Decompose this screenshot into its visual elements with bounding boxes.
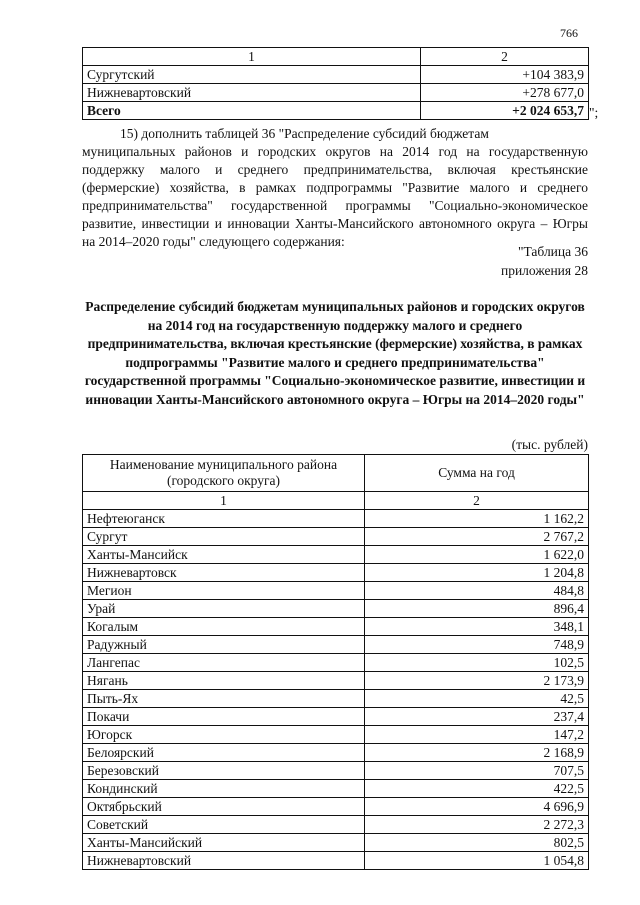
table-row [83, 564, 589, 582]
closing-quote: "; [589, 105, 599, 120]
col-number-2: 2 [365, 492, 589, 510]
row-value: 1 204,8 [365, 564, 589, 582]
row-name: Белоярский [83, 744, 365, 762]
table-row [83, 744, 589, 762]
table-row [83, 762, 589, 780]
row-value: 42,5 [365, 690, 589, 708]
table-row [83, 816, 589, 834]
table-row [83, 600, 589, 618]
row-name: Нижневартовский [83, 84, 421, 102]
row-value: 2 173,9 [365, 672, 589, 690]
row-name: Нягань [83, 672, 365, 690]
header-sum: Сумма на год [365, 455, 589, 492]
row-value: 2 272,3 [365, 816, 589, 834]
row-value: 748,9 [365, 636, 589, 654]
col-number-1: 1 [83, 492, 365, 510]
row-name: Пыть-Ях [83, 690, 365, 708]
row-value: 422,5 [365, 780, 589, 798]
total-row [83, 102, 589, 120]
row-value: +278 677,0 [421, 84, 589, 102]
col-number-1: 1 [83, 48, 421, 66]
col-number-2: 2 [421, 48, 589, 66]
table-row [83, 654, 589, 672]
row-name: Сургутский [83, 66, 421, 84]
row-name: Советский [83, 816, 365, 834]
table-row [83, 726, 589, 744]
row-name: Мегион [83, 582, 365, 600]
table-row [83, 780, 589, 798]
paragraph-first-line: 15) дополнить таблицей 36 "Распределение субсидий бюджетам [120, 126, 489, 141]
row-name: Радужный [83, 636, 365, 654]
row-value: 896,4 [365, 600, 589, 618]
page-number: 766 [560, 26, 578, 40]
row-name: Нижневартовский [83, 852, 365, 870]
total-value: +2 024 653,7 [421, 102, 589, 120]
row-name: Октябрьский [83, 798, 365, 816]
table-row [83, 546, 589, 564]
row-value: 2 767,2 [365, 528, 589, 546]
table-row [83, 834, 589, 852]
row-name: Нефтеюганск [83, 510, 365, 528]
table-ref-line1: "Таблица 36 [518, 244, 588, 259]
row-name: Югорск [83, 726, 365, 744]
row-value: 484,8 [365, 582, 589, 600]
row-name: Ханты-Мансийский [83, 834, 365, 852]
table-row [83, 798, 589, 816]
row-name: Кондинский [83, 780, 365, 798]
table-row [83, 582, 589, 600]
table-row [83, 528, 589, 546]
paragraph-body: муниципальных районов и городских округов на 2014 год на государственную поддержку малого и среднего предпринимательства, включая крестьянские (фермерские) хозяйства, в рамках подпрограммы "Развитие малого и среднего предпринимательства" государственной программы "Социально-экономическое развитие, инвестиции и инновации Ханты-Мансийского автономного округа – Югры на 2014–2020 годы" следующего содержания: [82, 144, 588, 249]
table-row [83, 708, 589, 726]
row-value: 348,1 [365, 618, 589, 636]
main-table-body [83, 510, 589, 870]
top-table [82, 47, 589, 120]
top-table-number-row [83, 48, 589, 66]
table-row [83, 636, 589, 654]
row-value: 1 162,2 [365, 510, 589, 528]
row-value: 707,5 [365, 762, 589, 780]
table-ref-line2: приложения 28 [500, 263, 588, 278]
row-value: 4 696,9 [365, 798, 589, 816]
main-table [82, 454, 589, 870]
table-row [83, 66, 589, 84]
row-value: 147,2 [365, 726, 589, 744]
row-value: 1 622,0 [365, 546, 589, 564]
row-name: Когалым [83, 618, 365, 636]
table-row [83, 852, 589, 870]
amendment-paragraph [82, 125, 588, 251]
table-row [83, 84, 589, 102]
table-row [83, 690, 589, 708]
table-row [83, 672, 589, 690]
header-name: Наименование муниципального района (городского округа) [83, 455, 365, 492]
row-value: 237,4 [365, 708, 589, 726]
row-value: 802,5 [365, 834, 589, 852]
row-name: Покачи [83, 708, 365, 726]
document-title: Распределение субсидий бюджетам муниципальных районов и городских округов на 2014 год на государственную поддержку малого и среднего предпринимательства, включая крестьянские (фермерские) хозяйства, в рамках подпрограммы "Развитие малого и среднего предпринимательства" государственной программы "Социально-экономическое развитие, инвестиции и инновации Ханты-Мансийского автономного округа – Югры на 2014–2020 годы" [84, 299, 586, 407]
row-name: Нижневартовск [83, 564, 365, 582]
row-value: 102,5 [365, 654, 589, 672]
units-label: (тыс. рублей) [511, 437, 588, 452]
row-value: 1 054,8 [365, 852, 589, 870]
table-row [83, 618, 589, 636]
header-row [83, 455, 589, 492]
row-name: Березовский [83, 762, 365, 780]
total-label: Всего [83, 102, 421, 120]
row-name: Урай [83, 600, 365, 618]
row-name: Лангепас [83, 654, 365, 672]
row-value: 2 168,9 [365, 744, 589, 762]
row-name: Сургут [83, 528, 365, 546]
table-row [83, 510, 589, 528]
row-value: +104 383,9 [421, 66, 589, 84]
column-number-row [83, 492, 589, 510]
row-name: Ханты-Мансийск [83, 546, 365, 564]
